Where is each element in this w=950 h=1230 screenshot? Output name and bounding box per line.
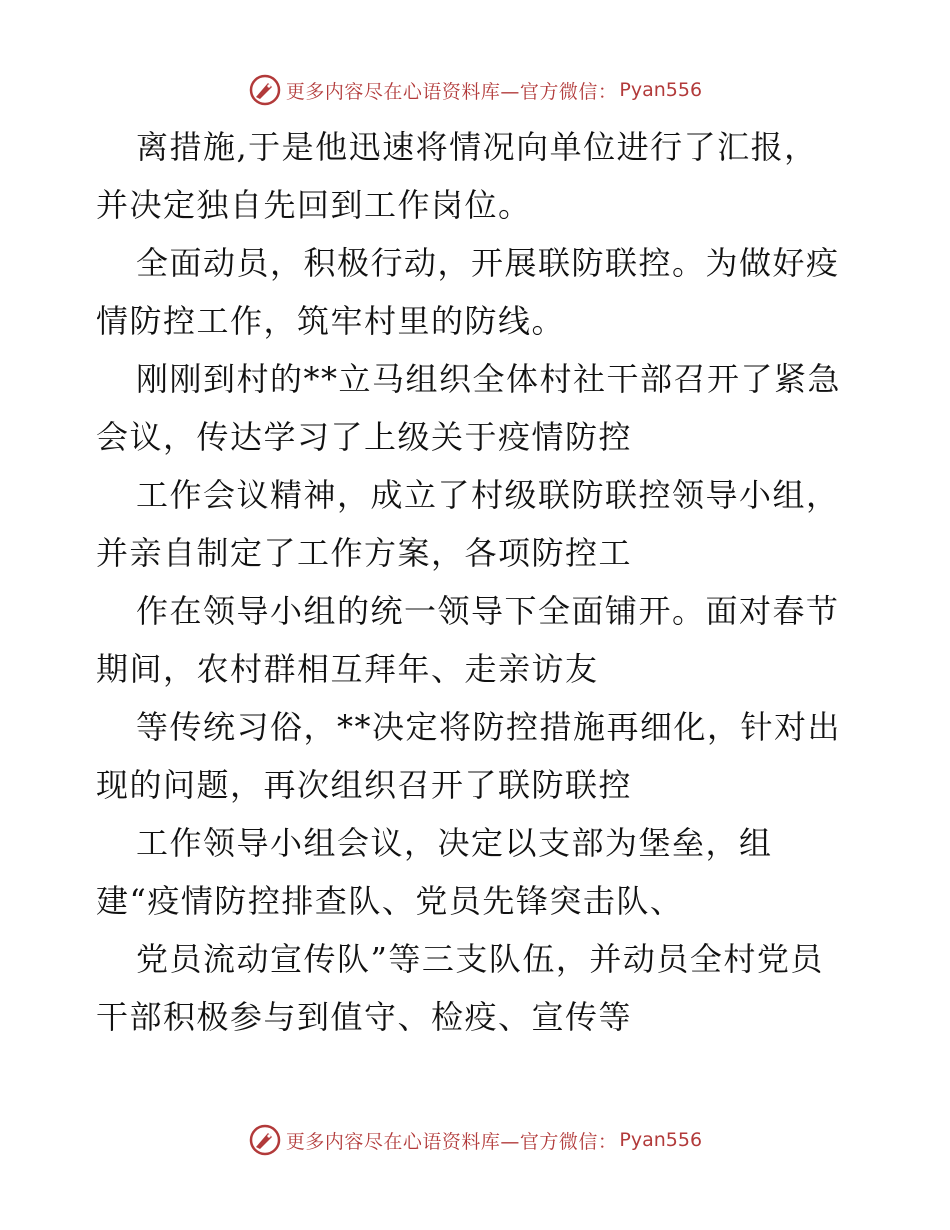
watermark-text: 更多内容尽在心语资料库—官方微信： [285, 80, 618, 103]
pen-nib-logo-icon [248, 1123, 282, 1157]
text-line: 等传统习俗，**决定将防控措施再细化，针对出 [136, 708, 842, 746]
text-line: 期间，农村群相互拜年、走亲访友 [96, 650, 599, 688]
watermark-brand: Pyan556 [619, 79, 703, 101]
text-line: 会议，传达学习了上级关于疫情防控 [96, 418, 633, 456]
text-line: 全面动员，积极行动，开展联防联控。为做好疫 [136, 244, 840, 282]
watermark-text: 更多内容尽在心语资料库—官方微信： [285, 1130, 618, 1153]
header-watermark [0, 68, 950, 112]
text-line: 作在领导小组的统一领导下全面铺开。面对春节 [136, 592, 840, 630]
text-line: 并决定独自先回到工作岗位。 [96, 186, 532, 224]
document-body [96, 118, 856, 1046]
watermark-brand: Pyan556 [619, 1129, 703, 1151]
text-line: 现的问题，再次组织召开了联防联控 [96, 766, 633, 804]
text-line: 刚刚到村的**立马组织全体村社干部召开了紧急 [136, 360, 842, 398]
text-line: 党员流动宣传队”等三支队伍，并动员全村党员 [136, 940, 824, 978]
text-line: 工作会议精神，成立了村级联防联控领导小组， [136, 476, 840, 514]
footer-watermark [0, 1118, 950, 1162]
text-line: 并亲自制定了工作方案，各项防控工 [96, 534, 633, 572]
text-line: 离措施,于是他迅速将情况向单位进行了汇报， [136, 128, 818, 166]
text-line: 情防控工作，筑牢村里的防线。 [96, 302, 566, 340]
text-line: 工作领导小组会议，决定以支部为堡垒，组 [136, 824, 773, 862]
text-line: 建“疫情防控排查队、党员先锋突击队、 [96, 882, 684, 920]
text-line: 干部积极参与到值守、检疫、宣传等 [96, 998, 633, 1036]
pen-nib-logo-icon [248, 73, 282, 107]
